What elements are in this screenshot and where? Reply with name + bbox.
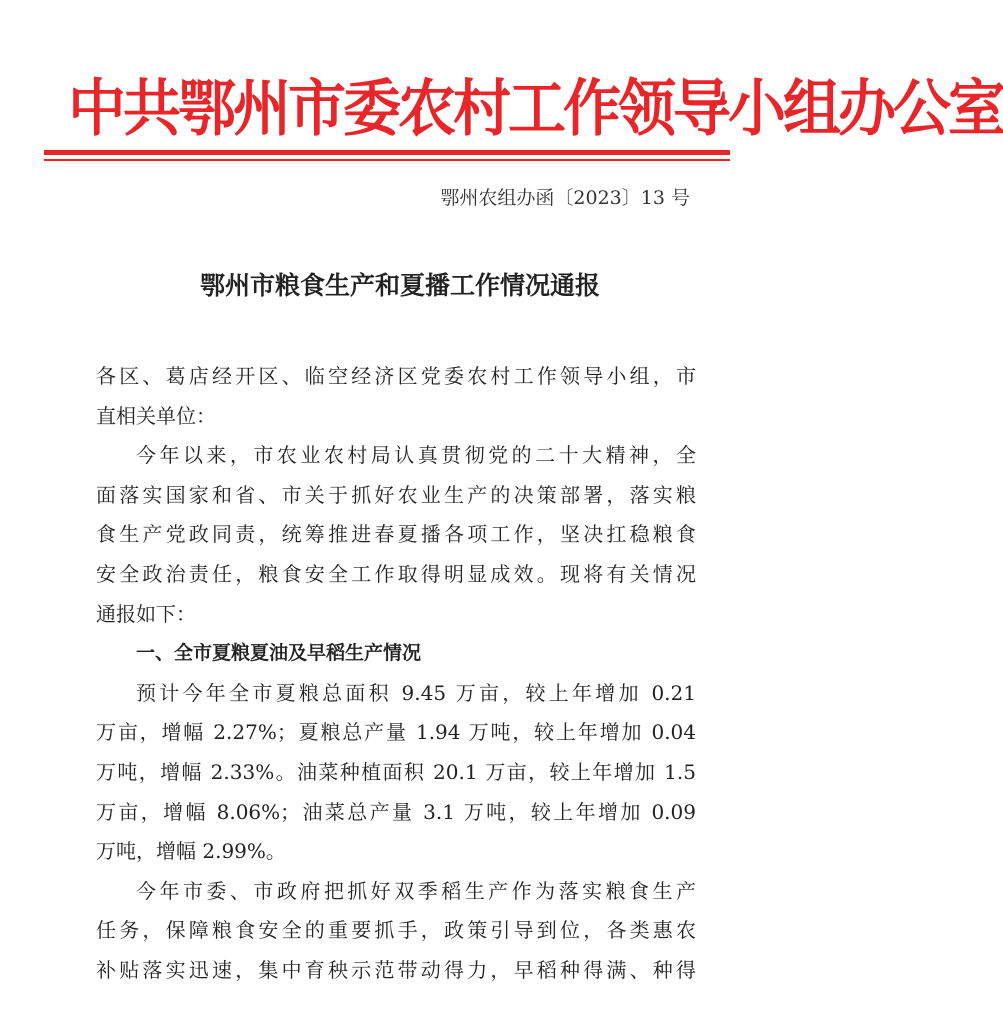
letterhead-rule-thick [44, 150, 730, 155]
body-line: 今年以来，市农业农村局认真贯彻党的二十大精神，全 [136, 443, 696, 468]
document-body [96, 357, 696, 991]
body-line: 万亩，增幅 8.06%；油菜总产量 3.1 万吨，较上年增加 0.09 [96, 799, 696, 824]
body-line: 预计今年全市夏粮总面积 9.45 万亩，较上年增加 0.21 [136, 680, 696, 705]
letterhead-rule-thin [44, 159, 730, 161]
body-line: 直相关单位： [96, 403, 216, 428]
body-line: 万亩，增幅 2.27%；夏粮总产量 1.94 万吨，较上年增加 0.04 [96, 720, 696, 745]
letterhead-title: 中共鄂州市委农村工作领导小组办公室 [68, 72, 1003, 145]
body-line: 安全政治责任，粮食安全工作取得明显成效。现将有关情况 [96, 561, 696, 586]
body-line: 今年市委、市政府把抓好双季稻生产作为落实粮食生产 [136, 878, 696, 903]
section-heading: 一、全市夏粮夏油及早稻生产情况 [136, 642, 422, 665]
document-title: 鄂州市粮食生产和夏播工作情况通报 [199, 271, 600, 300]
body-line: 任务，保障粮食安全的重要抓手，政策引导到位，各类惠农 [96, 918, 696, 943]
body-line: 万吨，增幅 2.99%。 [96, 839, 286, 864]
body-line: 万吨，增幅 2.33%。油菜种植面积 20.1 万亩，较上年增加 1.5 [96, 759, 696, 784]
body-line: 通报如下： [96, 601, 196, 626]
body-line: 各区、葛店经开区、临空经济区党委农村工作领导小组，市 [96, 364, 696, 388]
body-line: 食生产党政同责，统筹推进春夏播各项工作，坚决扛稳粮食 [96, 522, 696, 547]
body-line: 补贴落实迅速，集中育秧示范带动得力，早稻种得满、种得 [96, 957, 696, 982]
document-number: 鄂州农组办函〔2023〕13 号 [440, 187, 690, 209]
body-line: 面落实国家和省、市关于抓好农业生产的决策部署，落实粮 [96, 482, 696, 507]
